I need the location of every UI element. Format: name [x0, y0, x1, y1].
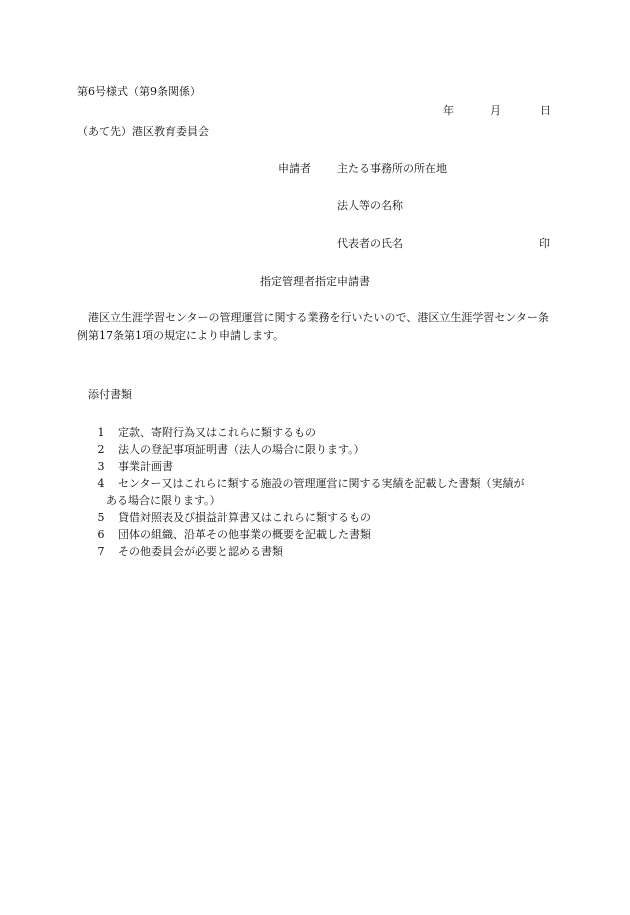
attachment-item [96, 526, 556, 543]
attachment-text: 事業計画書 [118, 460, 173, 473]
applicant-label: 申請者 [278, 162, 311, 175]
attachment-item [96, 441, 556, 458]
attachment-number: 1 [97, 426, 105, 439]
attachment-number: 7 [97, 545, 105, 558]
application-body: 港区立生涯学習センターの管理運営に関する業務を行いたいので、港区立生涯学習センター条例第17条第1項の規定により申請します。 [77, 311, 549, 342]
attachment-item [96, 543, 556, 560]
document-title: 指定管理者指定申請書 [260, 275, 370, 288]
attachment-text: センター又はこれらに類する施設の管理運営に関する実績を記載した書類（実績が [118, 477, 525, 490]
date-year-label: 年 [443, 104, 454, 117]
representative-name-label: 代表者の氏名 [337, 237, 403, 250]
addressee: （あて先）港区教育委員会 [77, 125, 209, 138]
attachment-text: 定款、寄附行為又はこれらに類するもの [118, 426, 316, 439]
attachment-number: 3 [97, 460, 105, 473]
organization-name-label: 法人等の名称 [337, 199, 403, 212]
attachment-text: 貸借対照表及び損益計算書又はこれらに類するもの [118, 511, 371, 524]
attachment-text: その他委員会が必要と認める書類 [118, 545, 283, 558]
attachment-text: 団体の組織、沿革その他事業の概要を記載した書類 [118, 528, 371, 541]
date-month-label: 月 [490, 104, 501, 117]
form-number: 第6号様式（第9条関係） [77, 85, 201, 98]
attachment-text-continuation: ある場合に限ります。） [106, 494, 221, 507]
attachments-list [96, 424, 556, 560]
attachment-number: 2 [97, 443, 105, 456]
office-address-label: 主たる事務所の所在地 [337, 162, 447, 175]
attachment-text: 法人の登記事項証明書（法人の場合に限ります。） [118, 443, 365, 456]
attachment-item [96, 424, 556, 441]
date-day-label: 日 [540, 104, 551, 117]
attachment-item [96, 458, 556, 475]
attachment-number: 6 [97, 528, 105, 541]
attachments-heading: 添付書類 [88, 388, 132, 401]
attachment-item [96, 475, 556, 509]
attachment-number: 4 [97, 477, 105, 490]
attachment-number: 5 [97, 511, 105, 524]
attachment-item [96, 509, 556, 526]
seal-mark: 印 [539, 237, 550, 250]
